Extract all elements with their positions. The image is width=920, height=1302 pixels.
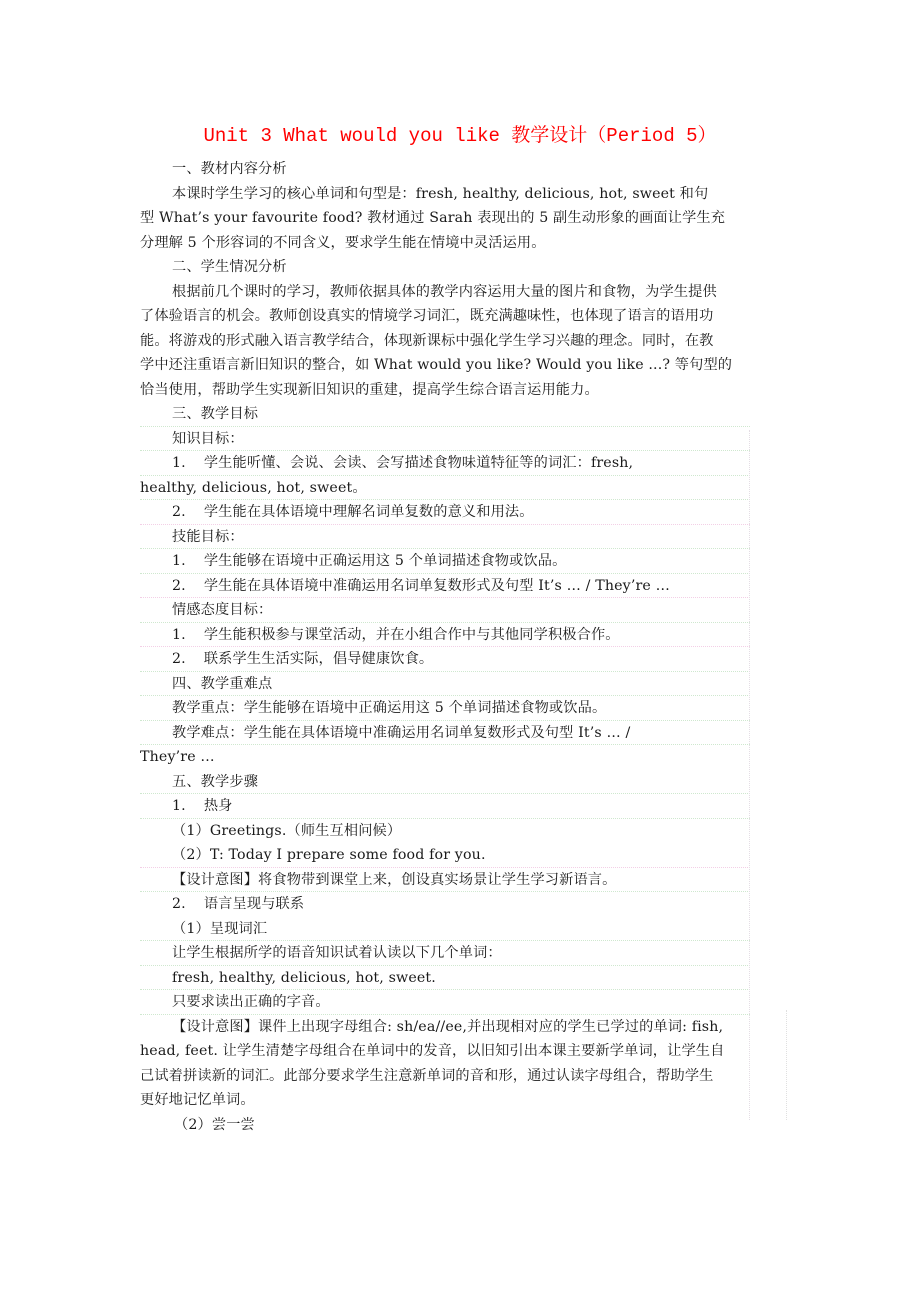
paragraph-line: 根据前几个课时的学习，教师依据具体的教学内容运用大量的图片和食物，为学生提供: [172, 283, 717, 300]
requirement-text: 只要求读出正确的字音。: [140, 990, 784, 1015]
section-heading-teaching-steps: 五、教学步骤: [140, 770, 784, 795]
affective-objective-item: [140, 647, 784, 672]
item-number: 2.: [172, 504, 186, 520]
item-number: 1.: [172, 553, 186, 569]
difficult-point-continued: They’re …: [140, 749, 215, 765]
item-number: 2.: [172, 651, 186, 667]
item-number: 1.: [172, 455, 186, 471]
knowledge-objective-item: [140, 500, 784, 525]
document-title: Unit 3 What would you like 教学设计（Period 5）: [203, 125, 717, 147]
skill-objective-item: [140, 549, 784, 574]
layout-guide-line: [749, 430, 750, 1120]
document-body: [140, 157, 784, 1137]
step-heading-warm-up: [140, 794, 784, 819]
knowledge-objective-item-continued: healthy, delicious, hot, sweet。: [140, 476, 784, 501]
paragraph-line: 型 What’s your favourite food? 教材通过 Sarah 表现出的 5 副生动形象的画面让学生充: [140, 210, 726, 226]
step-item-greetings: （1）Greetings.（师生互相问候）: [172, 822, 402, 839]
step-title: 热身: [203, 798, 233, 814]
layout-guide-line: [786, 1010, 787, 1120]
paragraph-line: 分理解 5 个形容词的不同含义，要求学生能在情境中灵活运用。: [140, 234, 546, 251]
item-number: 1.: [172, 626, 186, 643]
affective-objective-item: [140, 623, 784, 648]
design-intent-line: 【设计意图】课件上出现字母组合: sh/ea//ee,并出现相对应的学生已学过的单词: fish,: [172, 1018, 724, 1035]
affective-objectives-label: 情感态度目标：: [140, 598, 784, 623]
section-heading-material-analysis: 一、教材内容分析: [172, 161, 287, 177]
vocabulary-words: fresh, healthy, delicious, hot, sweet.: [140, 966, 784, 991]
knowledge-objective-item: [140, 451, 784, 476]
design-intent: 【设计意图】将食物带到课堂上来，创设真实场景让学生学习新语言。: [140, 868, 784, 893]
paragraph-line: 本课时学生学习的核心单词和句型是：fresh, healthy, delicious, hot, sweet 和句: [172, 185, 709, 202]
paragraph-line: 恰当使用，帮助学生实现新旧知识的重建，提高学生综合语言运用能力。: [140, 381, 599, 398]
step-heading-language-presentation: [140, 892, 784, 917]
sub-step-present-vocabulary: （1）呈现词汇: [140, 917, 784, 942]
section-heading-key-difficult-points: 四、教学重难点: [140, 672, 784, 697]
item-text: 学生能听懂、会说、会读、会写描述食物味道特征等的词汇：fresh,: [203, 455, 634, 471]
knowledge-objectives-label: 知识目标：: [140, 427, 784, 452]
step-title: 语言呈现与联系: [203, 896, 305, 912]
item-number: 2.: [172, 577, 186, 594]
paragraph-line: 学中还注重语言新旧知识的整合，如 What would you like? Would you like ...? 等句型的: [140, 357, 733, 373]
skill-objective-item: [140, 574, 784, 599]
step-number: 2.: [172, 896, 186, 912]
section-heading-teaching-objectives: 三、教学目标: [140, 402, 784, 427]
paragraph-line: 了体验语言的机会。教师创设真实的情境学习词汇，既充满趣味性，也体现了语言的语用功: [140, 308, 714, 324]
item-text: 学生能在具体语境中理解名词单复数的意义和用法。: [203, 504, 534, 520]
step-number: 1.: [172, 798, 186, 814]
item-text: 学生能积极参与课堂活动，并在小组合作中与其他同学积极合作。: [203, 626, 620, 643]
difficult-point: 教学难点：学生能在具体语境中准确运用名词单复数形式及句型 It’s … /: [140, 721, 784, 746]
design-intent-line: 更好地记忆单词。: [140, 1092, 255, 1108]
design-intent-line: 己试着拼读新的词汇。此部分要求学生注意新单词的音和形，通过认读字母组合，帮助学生: [140, 1067, 714, 1084]
item-text: 联系学生生活实际，倡导健康饮食。: [203, 651, 434, 667]
section-heading-student-analysis: 二、学生情况分析: [172, 259, 287, 275]
key-point: 教学重点：学生能够在语境中正确运用这 5 个单词描述食物或饮品。: [140, 696, 784, 721]
instruction-text: 让学生根据所学的语音知识试着认读以下几个单词：: [140, 941, 784, 966]
sub-step-taste: （2）尝一尝: [174, 1116, 255, 1133]
paragraph-line: 能。将游戏的形式融入语言教学结合，体现新课标中强化学生学习兴趣的理念。同时，在教: [140, 332, 714, 349]
step-item-prepare-food: （2）T: Today I prepare some food for you.: [140, 843, 784, 868]
item-text: 学生能在具体语境中准确运用名词单复数形式及句型 It’s … / They’re …: [203, 577, 670, 594]
skill-objectives-label: 技能目标：: [140, 525, 784, 550]
item-text: 学生能够在语境中正确运用这 5 个单词描述食物或饮品。: [203, 553, 567, 569]
design-intent-line: head, feet. 让学生清楚字母组合在单词中的发音，以旧知引出本课主要新学单词，让学生自: [140, 1043, 725, 1059]
